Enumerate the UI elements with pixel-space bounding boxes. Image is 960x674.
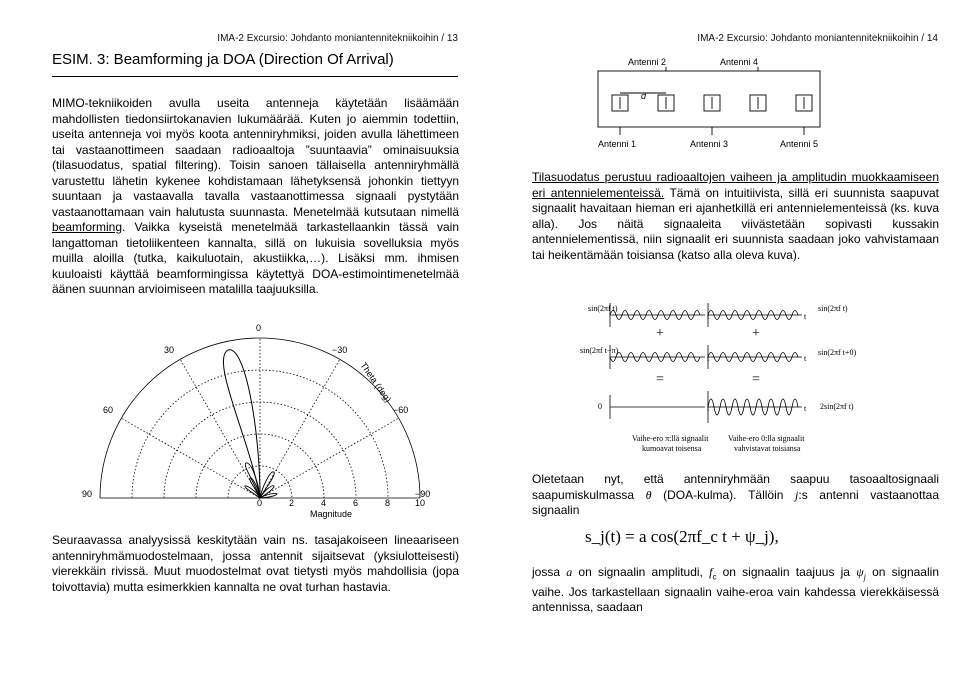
left-signal-1-label: sin(2πf t)	[588, 304, 618, 313]
angle-label-60: 60	[103, 405, 114, 415]
page-header: IMA-2 Excursio: Johdanto moniantennitekniikoihin / 13	[217, 33, 458, 44]
right-result-label: 2sin(2πf t)	[820, 402, 854, 411]
axis-t-6: t	[804, 404, 807, 413]
intro-text-a: MIMO-tekniikoiden avulla useita antenneja käytetään lisäämään mahdollisten tiedonsiirtokanavien lukumäärää. Kuten jo aiemmin todettiin, useita antenneja voi myös koota antenniryhmiksi, joiden avulla lähettimeen tai vastaanottimeen saadaan radioaaltoja ”suuntaavia” ominaisuuksia (tilasuodatus, spatial filtering). Toisin sanoen tällaisella antenniryhmällä varustettu lähetin kykenee kohdistamaan lähetyksensä johonkin tiettyyn suuntaan ja vastaavalla tavalla vastaanottimessa signaali pystytään vastaanottamaan vain halutusta suunnasta. Menetelmää kutsutaan nimellä	[52, 96, 459, 219]
left-result-label: 0	[598, 402, 602, 411]
caption-left-1: Vaihe-ero π:llä signaalit	[632, 434, 709, 443]
antenna-label-2: Antenni 2	[628, 57, 667, 67]
right-signal-2-label: sin(2πf t+0)	[818, 348, 857, 357]
mag-tick-2: 2	[289, 498, 295, 508]
mag-tick-4: 4	[321, 498, 327, 508]
polar-beam-pattern	[60, 320, 440, 520]
fc-symbol: f	[709, 565, 713, 579]
caption-left-2: kumoavat toisensa	[642, 444, 702, 453]
angle-label-neg60: −60	[393, 405, 409, 415]
spacing-label: d	[641, 91, 647, 101]
mag-tick-0: 0	[257, 498, 263, 508]
amp-text-a: jossa	[532, 565, 567, 579]
analysis-paragraph: Seuraavassa analyysissä keskitytään vain ns. tasajakoiseen lineaariseen antenniryhmämuodostelmaan, jossa antennit sijaitsevat (yksiulotteisesti) vierekkäin rivissä. Muut muodostelmat ovat tietysti myös mahdollisia (jopa toivottavia) mutta esimerkkien kannalta ne ovat turhan hastavia.	[52, 533, 459, 594]
page-header: IMA-2 Excursio: Johdanto moniantennitekniikoihin / 14	[697, 33, 938, 44]
spatial-filtering-link[interactable]: Tilasuodatus perustuu radioaaltojen vaiheen ja amplitudin muokkaamiseen eri antennielementeissä.	[532, 170, 939, 200]
equals-sign-left: =	[656, 372, 664, 387]
plane-wave-text-c: :s antenni vastaanottaa signaalin	[532, 487, 939, 517]
signal-interference-diagram	[570, 295, 900, 460]
plus-sign-left: +	[656, 326, 664, 341]
axis-t-1: t	[707, 312, 710, 321]
angle-label-30: 30	[164, 345, 175, 355]
plane-wave-text-b: (DOA-kulma). Tällöin	[651, 487, 796, 502]
theta-label: Theta (deg)	[358, 360, 394, 405]
intro-paragraph	[52, 96, 459, 298]
spatial-filtering-paragraph	[532, 170, 939, 263]
antenna-array-diagram	[570, 55, 850, 155]
plus-sign-right: +	[752, 326, 760, 341]
axis-t-2: t	[707, 354, 710, 363]
amp-text-d: on signaalin vaihe. Jos tarkastellaan signaalin vaihe-eroa vain kahdessa vierekkäisessä antennissa, saadaan	[532, 565, 939, 615]
mag-tick-10: 10	[415, 498, 426, 508]
equals-sign-right: =	[752, 372, 760, 387]
psi-symbol: ψ	[856, 565, 864, 579]
amp-text-c: on signaalin taajuus ja	[716, 565, 857, 579]
left-signal-2-label: sin(2πf t−π)	[580, 346, 619, 355]
beamforming-link[interactable]: beamforming	[52, 220, 123, 234]
right-signal-1-label: sin(2πf t)	[818, 304, 848, 313]
antenna-label-5: Antenni 5	[780, 139, 819, 149]
angle-label-0: 0	[256, 323, 262, 333]
axis-t-3: t	[707, 404, 710, 413]
magnitude-axis-label: Magnitude	[310, 509, 353, 519]
antenna-label-3: Antenni 3	[690, 139, 729, 149]
right-page	[480, 0, 960, 674]
amp-text-b: on signaalin amplitudi,	[572, 565, 710, 579]
axis-t-4: t	[804, 312, 807, 321]
j-symbol: j	[795, 487, 799, 502]
mag-tick-6: 6	[353, 498, 359, 508]
signal-formula: s_j(t) = a cos(2πf_c t + ψ_j),	[585, 527, 779, 546]
intro-text-b: . Vaikka kyseistä menetelmää tarkastellaankin tässä vain langattoman tietoliikenteen kannalta, sillä on lukuisia sovelluksia myös muilla aloilla (tutka, kaikuluotain, akustiikka,…). Lisäksi mm. ihmisen kuuloaisti käyttää beamformingissa käytettyä DOA-estimointimenetelmää äänen suunnan arvioimiseen matalilla taajuuksilla.	[52, 220, 459, 296]
page-title: ESIM. 3: Beamforming ja DOA (Direction Of Arrival)	[52, 51, 394, 68]
spatial-filtering-text: Tämä on intuitiivista, sillä eri suunnista saapuvat signaalit havaitaan hieman eri ajanhetkillä eri antennielementeissä (ks. kuva alla). Jos näitä signaaleita viivästetään sopivasti kussakin antennielementissä, niin signaalit eri suunnista saadaan joko vahvistamaan tai heikentämään toisiansa (katso alla oleva kuva).	[532, 185, 939, 262]
caption-right-1: Vaihe-ero 0:lla signaalit	[728, 434, 805, 443]
axis-t-5: t	[804, 354, 807, 363]
angle-label-neg90: −90	[415, 489, 431, 499]
theta-symbol: θ	[645, 487, 652, 502]
antenna-label-4: Antenni 4	[720, 57, 759, 67]
angle-label-neg30: −30	[332, 345, 348, 355]
plane-wave-paragraph	[532, 472, 939, 519]
caption-right-2: vahvistavat toisiansa	[734, 444, 801, 453]
a-symbol: a	[566, 565, 573, 579]
mag-tick-8: 8	[385, 498, 391, 508]
plane-wave-text-a: Oletetaan nyt, että antenniryhmään saapuu tasoaaltosignaali saapumiskulmassa	[532, 472, 939, 502]
title-divider	[52, 76, 458, 77]
amplitude-paragraph: jossa a on signaalin amplitudi, $f_c$ on signaalin taajuus ja $\psi_j$ on signaalin vaihe. Jos tarkastellaan signaalin vaihe-eroa vain kahdessa vierekkäisessä antennissa, saadaan	[532, 565, 939, 615]
angle-label-90: 90	[82, 489, 93, 499]
antenna-label-1: Antenni 1	[598, 139, 637, 149]
